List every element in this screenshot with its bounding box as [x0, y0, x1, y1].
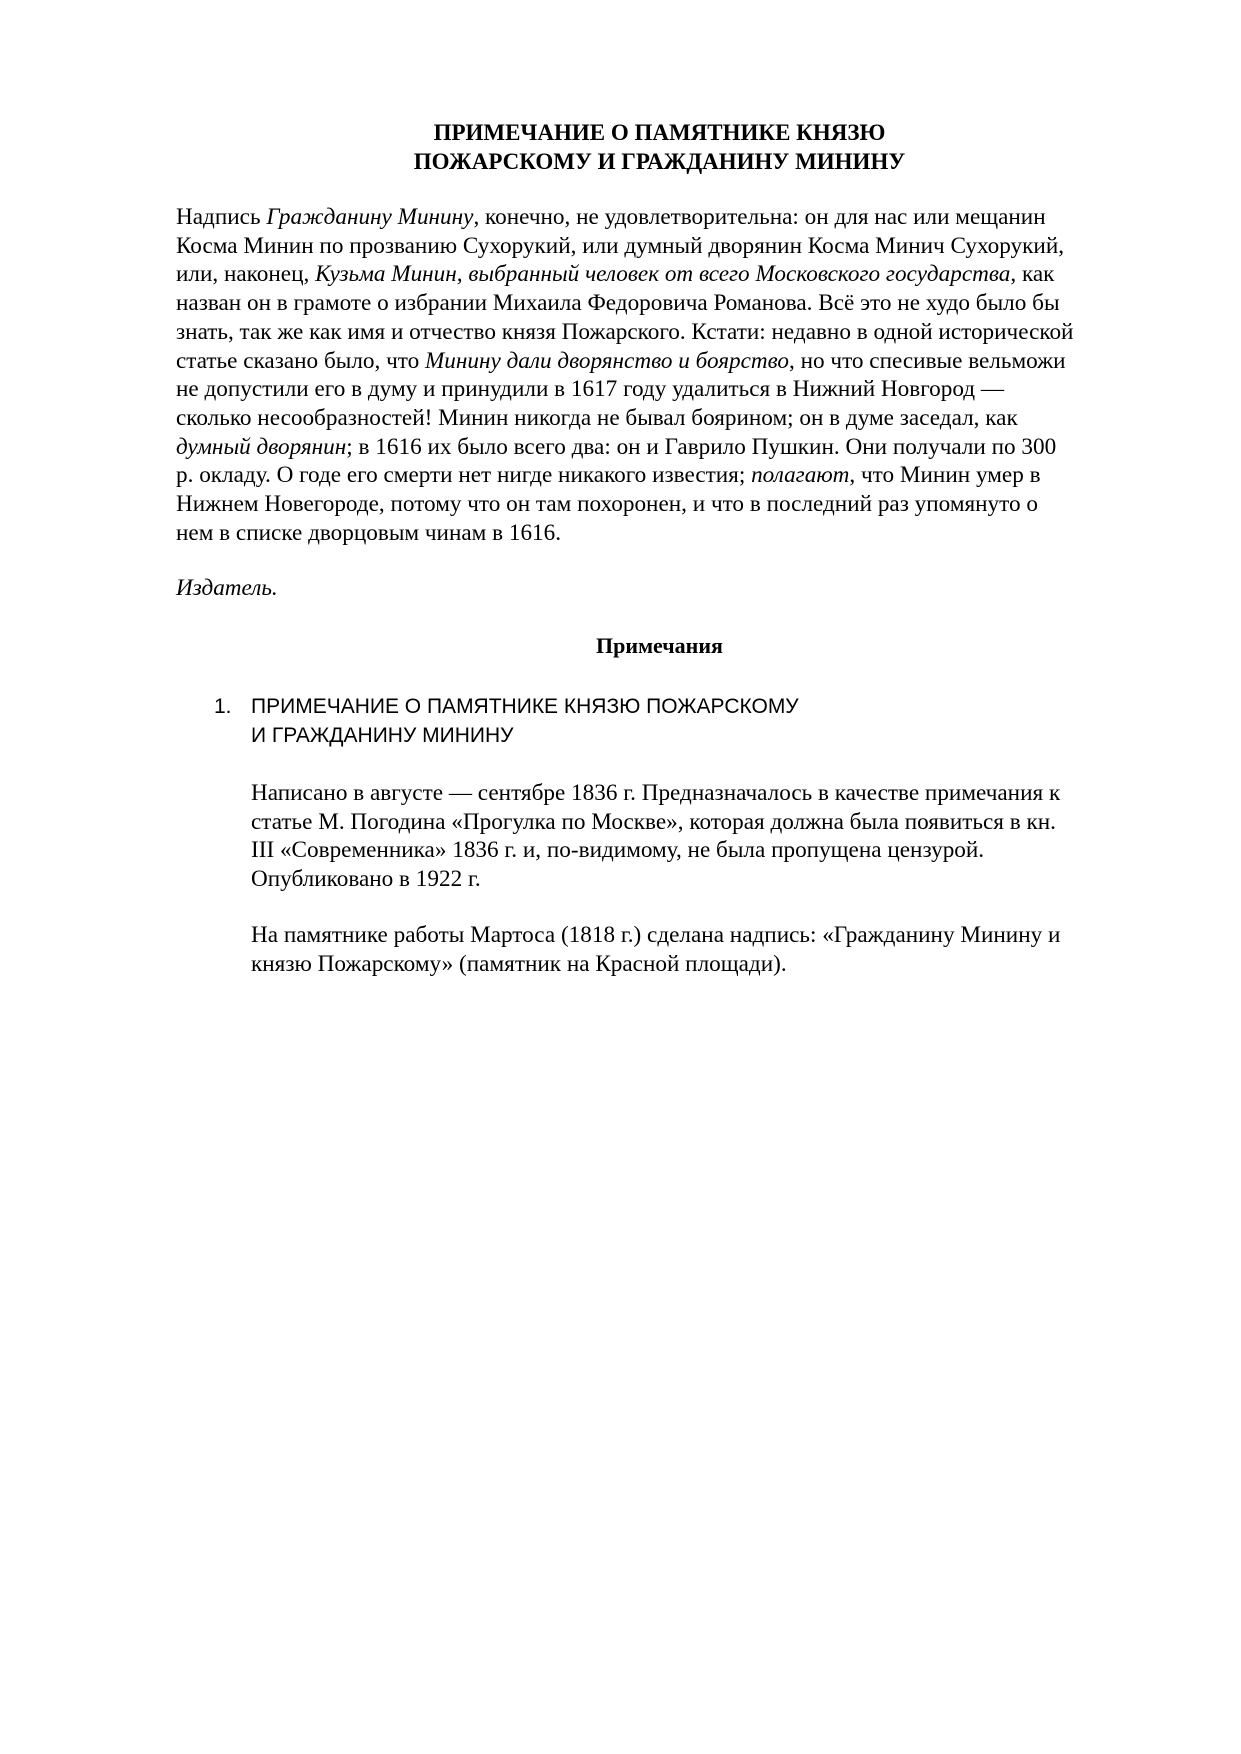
italic-run: думный дворянин: [176, 433, 347, 460]
italic-run: полагают: [751, 462, 850, 489]
note-p1-line: Опубликовано в 1922 г.: [251, 866, 481, 893]
text-run: знать, так же как имя и отчество князя Пожарского. Кстати: недавно в одной исторической: [176, 318, 1074, 345]
paragraph-line: [176, 203, 1176, 232]
note-paragraph-1: [251, 779, 1151, 894]
notes-heading: Примечания: [596, 633, 723, 658]
note-title-line-2: И ГРАЖДАНИНУ МИНИНУ: [251, 724, 514, 747]
italic-run: Гражданину Минину: [266, 204, 474, 230]
paragraph-line: [176, 260, 1176, 289]
note-p1-line: статье М. Погодина «Прогулка по Москве», которая должна была появиться в кн.: [251, 808, 1056, 835]
text-run: сколько несообразностей! Минин никогда не бывал боярином; он в думе заседал, как: [176, 404, 1018, 431]
note-p1-line: Написано в августе — сентябре 1836 г. Предназначалось в качестве примечания к: [251, 780, 1061, 806]
note-number: 1.: [214, 695, 232, 718]
paragraph-line: [176, 404, 1176, 433]
text-run: Надпись: [176, 204, 267, 230]
text-run: назван он в грамоте о избрании Михаила Федоровича Романова. Всё это не худо было бы: [176, 290, 1060, 317]
note-title-line-1: ПРИМЕЧАНИЕ О ПАМЯТНИКЕ КНЯЗЮ ПОЖАРСКОМУ: [251, 695, 799, 718]
paragraph-line: [176, 490, 1176, 519]
paragraph-line: [176, 289, 1176, 318]
title-line-1: ПРИМЕЧАНИЕ О ПАМЯТНИКЕ КНЯЗЮ: [433, 120, 886, 145]
text-run: , что Минин умер в: [849, 462, 1041, 489]
paragraph-line: [176, 347, 1176, 376]
note-p2-line: На памятнике работы Мартоса (1818 г.) сделана надпись: «Гражданину Минину и: [251, 922, 1061, 948]
text-run: ; в 1616 их было всего два: он и Гаврило Пушкин. Они получали по 300: [346, 433, 1057, 460]
text-run: или, наконец,: [176, 261, 316, 288]
paragraph-line: [176, 519, 1176, 548]
text-run: , конечно, не удовлетворительна: он для нас или мещанин: [473, 204, 1046, 230]
paragraph-line: [176, 433, 1176, 462]
main-paragraph: [176, 203, 1176, 547]
note-p1-line: III «Современника» 1836 г. и, по-видимому, не была пропущена цензурой.: [251, 837, 985, 864]
paragraph-line: [176, 232, 1176, 261]
text-run: не допустили его в думу и принудили в 1617 году удалиться в Нижний Новгород —: [176, 376, 1005, 403]
text-run: р. окладу. О годе его смерти нет нигде никакого известия;: [176, 462, 752, 489]
paragraph-line: [176, 461, 1176, 490]
paragraph-line: [176, 318, 1176, 347]
paragraph-line: [176, 375, 1176, 404]
text-run: Косма Минин по прозванию Сухорукий, или думный дворянин Косма Минич Сухорукий,: [176, 232, 1065, 259]
text-run: , как: [1010, 261, 1055, 288]
text-run: , но что спесивые вельможи: [789, 347, 1066, 374]
note-p2-line: князю Пожарскому» (памятник на Красной площади).: [251, 950, 787, 977]
italic-run: Кузьма Минин, выбранный человек от всего Московского государства: [315, 261, 1011, 288]
text-run: Нижнем Новегороде, потому что он там похоронен, и что в последний раз упомянуто о: [176, 491, 1038, 518]
text-run: статье сказано было, что: [176, 347, 425, 374]
text-run: нем в списке дворцовым чинам в 1616.: [176, 519, 562, 546]
italic-run: Минину дали дворянство и боярство: [424, 347, 790, 374]
publisher-signature: Издатель.: [176, 575, 278, 601]
note-title: [251, 692, 799, 750]
note-paragraph-2: [251, 921, 1151, 978]
document-title: [176, 118, 1143, 176]
title-line-2: ПОЖАРСКОМУ И ГРАЖДАНИНУ МИНИНУ: [413, 149, 906, 174]
